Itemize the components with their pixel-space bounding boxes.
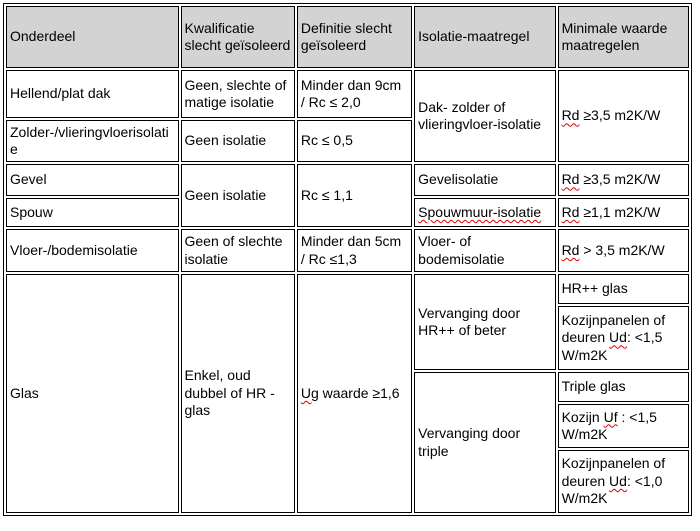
cell-maatregel-vloer-bodem: Vloer- of bodemisolatie [414, 229, 555, 272]
table-row [6, 229, 689, 272]
cell-kwalificatie-zolder: Geen isolatie [181, 120, 295, 162]
table-row [6, 164, 689, 196]
cell-waarde-hr-glas: HR++ glas [558, 274, 689, 304]
cell-onderdeel-zolder-vlieringvloer: Zolder-/vlieringvloerisolatie [6, 120, 179, 162]
cell-definitie-vloer: Minder dan 5cm / Rc ≤1,3 [297, 229, 412, 272]
cell-waarde-kozijn-uf-15: Kozijn Uf : <1,5 W/m2K [558, 404, 689, 448]
misspelled-word: Rd [561, 241, 580, 258]
cell-waarde-triple-glas: Triple glas [558, 372, 689, 402]
cell-maatregel-vervanging-hr: Vervanging door HR++ of beter [414, 274, 555, 370]
cell-kwalificatie-glas: Enkel, oud dubbel of HR - glas [181, 274, 295, 513]
cell-waarde-dak-zolder: Rd ≥3,5 m2K/W [558, 70, 689, 162]
cell-kwalificatie-vloer: Geen of slechte isolatie [181, 229, 295, 272]
cell-maatregel-gevelisolatie: Gevelisolatie [414, 164, 555, 196]
cell-onderdeel-vloer-bodem: Vloer-/bodemisolatie [6, 229, 179, 272]
header-definitie-slecht-geisoleerd: Definitie slecht geïsoleerd [297, 6, 412, 68]
misspelled-word: Ud [609, 329, 627, 346]
table-row [6, 70, 689, 118]
table-row [6, 274, 689, 304]
misspelled-word: Rd [561, 203, 580, 220]
cell-onderdeel-spouw: Spouw [6, 198, 179, 227]
cell-waarde-vloer-bodem: Rd > 3,5 m2K/W [558, 229, 689, 272]
header-minimale-waarde-maatregelen: Minimale waarde maatregelen [558, 6, 689, 68]
insulation-measures-table [3, 3, 692, 516]
cell-waarde-spouwmuur-isolatie: Rd ≥1,1 m2K/W [558, 198, 689, 227]
table-header-row [6, 6, 689, 68]
cell-onderdeel-gevel: Gevel [6, 164, 179, 196]
cell-kwalificatie-gevel-spouw: Geen isolatie [181, 164, 295, 227]
cell-kwalificatie-hellend-dak: Geen, slechte of matige isolatie [181, 70, 295, 118]
cell-waarde-kozijnpanelen-ud-10: Kozijnpanelen of deuren Ud: <1,0 W/m2K [558, 450, 689, 513]
misspelled-word: Ud [609, 472, 627, 489]
misspelled-word: Uf [603, 408, 618, 425]
cell-onderdeel-hellend-plat-dak: Hellend/plat dak [6, 70, 179, 118]
cell-waarde-gevelisolatie: Rd ≥3,5 m2K/W [558, 164, 689, 196]
header-onderdeel: Onderdeel [6, 6, 179, 68]
misspelled-word: Ug [300, 384, 319, 401]
cell-definitie-hellend-dak: Minder dan 9cm / Rc ≤ 2,0 [297, 70, 412, 118]
header-kwalificatie-slecht-geisoleerd: Kwalificatie slecht geïsoleerd [181, 6, 295, 68]
cell-definitie-zolder: Rc ≤ 0,5 [297, 120, 412, 162]
header-isolatie-maatregel: Isolatie-maatregel [414, 6, 555, 68]
cell-maatregel-vervanging-triple: Vervanging door triple [414, 372, 555, 513]
cell-onderdeel-glas: Glas [6, 274, 179, 513]
misspelled-word: Rd [561, 107, 580, 124]
misspelled-word: Rd [561, 171, 580, 188]
cell-maatregel-spouwmuur-isolatie [414, 198, 555, 227]
cell-definitie-gevel-spouw: Rc ≤ 1,1 [297, 164, 412, 227]
cell-definitie-glas: Ug waarde ≥1,6 [297, 274, 412, 513]
misspelled-word: Spouwmuur-isolatie [418, 203, 542, 220]
cell-waarde-kozijnpanelen-ud-15: Kozijnpanelen of deuren Ud: <1,5 W/m2K [558, 306, 689, 370]
cell-maatregel-dak-zolder: Dak- zolder of vlieringvloer-isolatie [414, 70, 555, 162]
